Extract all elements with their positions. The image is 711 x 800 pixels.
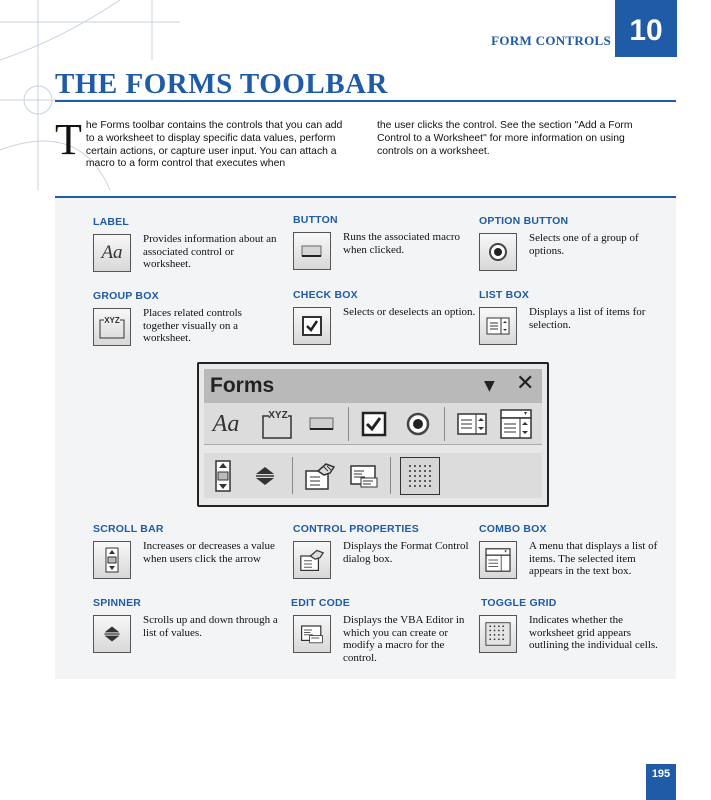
- item-list-box-desc: Displays a list of items for selection.: [529, 306, 646, 331]
- label-aa-icon: Aa: [93, 234, 131, 272]
- forms-toolbar: [197, 362, 549, 507]
- item-check-box-title: CHECK BOX: [293, 289, 358, 301]
- title-divider: [55, 100, 676, 102]
- item-toggle-grid-desc: Indicates whether the worksheet grid appears outlining the individual cells.: [529, 614, 658, 651]
- item-combo-box-title: COMBO BOX: [479, 523, 547, 535]
- item-combo-box: [479, 523, 664, 579]
- toolbar-option-button-button[interactable]: [400, 406, 436, 442]
- item-spinner: [93, 597, 278, 653]
- chapter-label: FORM CONTROLS: [491, 33, 611, 48]
- item-scroll-bar-title: SCROLL BAR: [93, 523, 164, 535]
- toolbar-toggle-grid-button[interactable]: [400, 457, 440, 495]
- svg-text:XYZ: XYZ: [104, 316, 120, 325]
- toolbar-control-properties-button[interactable]: [302, 458, 338, 494]
- item-check-box-desc: Selects or deselects an option.: [343, 306, 476, 318]
- item-option-button-desc: Selects one of a group of options.: [529, 232, 639, 257]
- toolbar-title-bar: [204, 369, 542, 403]
- item-button: [293, 214, 478, 270]
- toggle-grid-icon: [479, 615, 517, 653]
- item-list-box-title: LIST BOX: [479, 289, 530, 301]
- item-scroll-bar-desc: Increases or decreases a value when users click the arrow: [143, 540, 275, 565]
- toolbar-check-box-button[interactable]: [356, 406, 392, 442]
- toolbar-group-box-button[interactable]: [260, 406, 296, 442]
- toolbar-spinner-button[interactable]: [248, 458, 282, 494]
- item-label-title: LABEL: [93, 216, 129, 228]
- item-label-desc: Provides information about an associated control or worksheet.: [143, 233, 277, 270]
- button-icon: [293, 232, 331, 270]
- toolbar-scroll-bar-button[interactable]: [206, 458, 240, 494]
- scroll-bar-icon: [93, 541, 131, 579]
- item-check-box: [293, 289, 478, 345]
- group-box-icon: [93, 308, 131, 346]
- option-button-icon: [479, 233, 517, 271]
- spinner-icon: [93, 615, 131, 653]
- intro-right-text: the user clicks the control. See the section "Add a Form Control to a Worksheet" for more information on using controls on a worksheet.: [377, 120, 633, 157]
- item-edit-code-desc: Displays the VBA Editor in which you can create or modify a macro for the control.: [343, 614, 465, 664]
- toolbar-close-icon[interactable]: ✕: [516, 371, 535, 396]
- list-box-icon: [479, 307, 517, 345]
- toolbar-dropdown-icon[interactable]: ▼: [484, 378, 495, 394]
- item-toggle-grid: [481, 597, 666, 653]
- item-button-title: BUTTON: [293, 214, 338, 226]
- item-toggle-grid-title: TOGGLE GRID: [481, 597, 557, 609]
- svg-text:XYZ: XYZ: [268, 410, 288, 421]
- item-group-box-title: GROUP BOX: [93, 290, 159, 302]
- toolbar-list-box-button[interactable]: [454, 406, 490, 442]
- item-control-properties-desc: Displays the Format Control dialog box.: [343, 540, 469, 565]
- item-edit-code: [291, 597, 476, 664]
- item-control-properties: [293, 523, 478, 579]
- item-option-button: [479, 215, 664, 271]
- toolbar-title: Forms: [210, 374, 275, 397]
- item-combo-box-desc: A menu that displays a list of items. The selected item appears in the text box.: [529, 540, 658, 577]
- toolbar-button-button[interactable]: [304, 406, 340, 442]
- item-spinner-title: SPINNER: [93, 597, 142, 609]
- item-edit-code-title: EDIT CODE: [291, 597, 350, 609]
- toolbar-combo-box-button[interactable]: [498, 406, 534, 442]
- drop-cap: T: [55, 115, 82, 164]
- page-number: 195: [646, 764, 676, 800]
- toolbar-edit-code-button[interactable]: [346, 458, 382, 494]
- intro-left-text: he Forms toolbar contains the controls that you can add to a worksheet to display specific data values, perform certain actions, or capture user input. You can attach a macro to a form control that executes when: [85, 120, 343, 170]
- item-spinner-desc: Scrolls up and down through a list of values.: [143, 614, 278, 639]
- item-scroll-bar: [93, 523, 278, 579]
- check-box-icon: [293, 307, 331, 345]
- chapter-number: 10: [615, 0, 677, 57]
- item-control-properties-title: CONTROL PROPERTIES: [293, 523, 419, 535]
- toolbar-label-button[interactable]: Aa: [212, 410, 240, 437]
- item-group-box-desc: Places related controls together visually on a worksheet.: [143, 307, 242, 344]
- toolbar-row-1: [204, 403, 542, 445]
- page-title: THE FORMS TOOLBAR: [55, 68, 388, 100]
- control-properties-icon: [293, 541, 331, 579]
- edit-code-icon: [293, 615, 331, 653]
- intro-left-column: [55, 115, 345, 171]
- item-button-desc: Runs the associated macro when clicked.: [343, 231, 460, 256]
- item-label: [93, 216, 278, 272]
- item-group-box: [93, 290, 278, 346]
- item-list-box: [479, 289, 664, 345]
- item-option-button-title: OPTION BUTTON: [479, 215, 569, 227]
- toolbar-row-2: [204, 453, 542, 498]
- combo-box-icon: [479, 541, 517, 579]
